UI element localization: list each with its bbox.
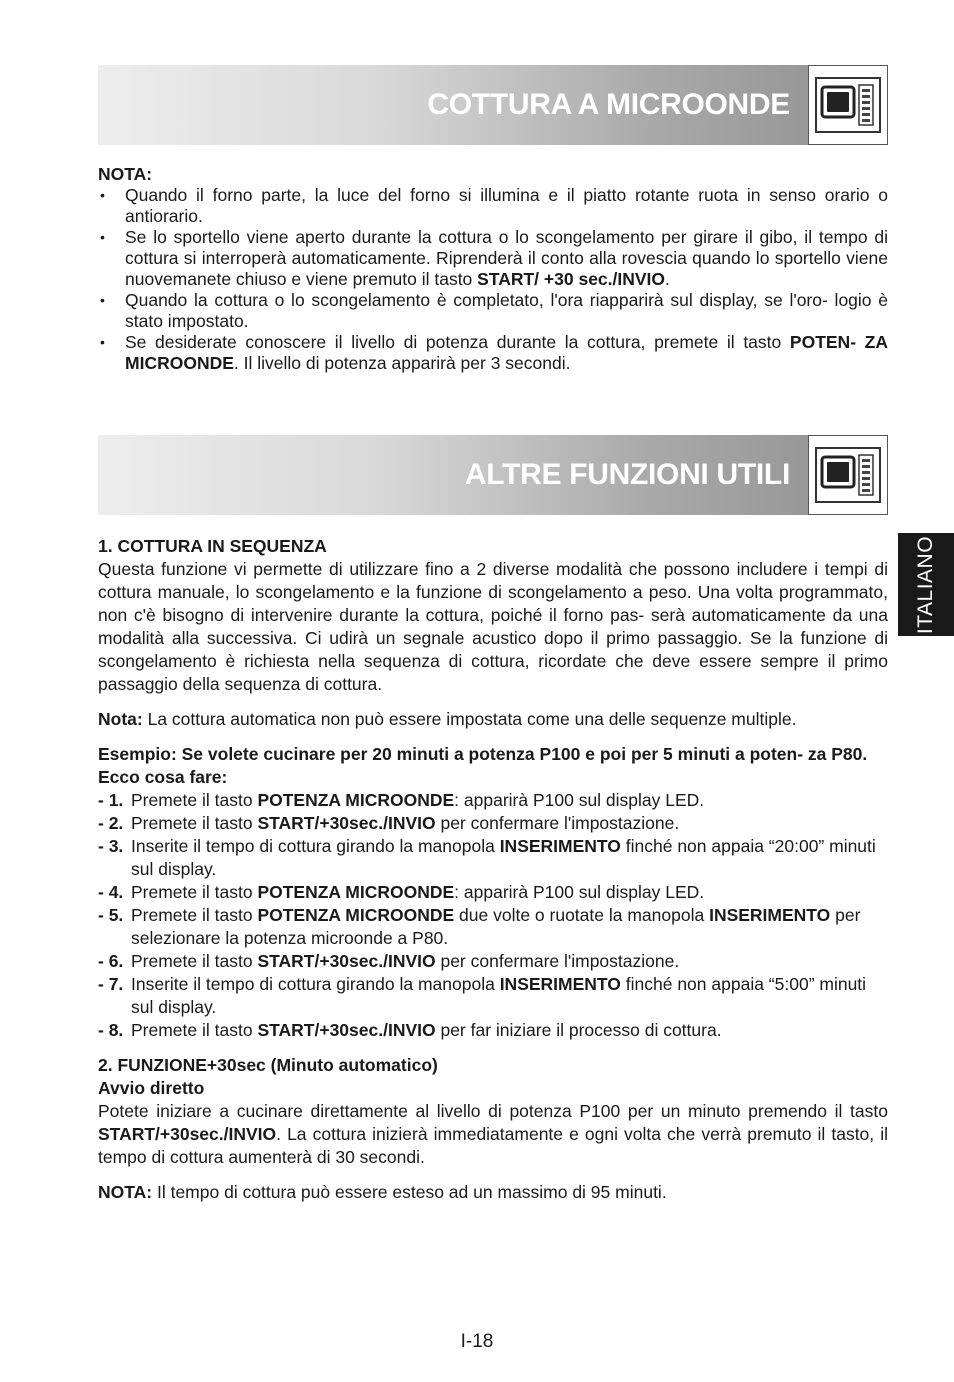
- banner-title: COTTURA A MICROONDE: [427, 88, 790, 121]
- section-funzione-30sec: [98, 1054, 888, 1204]
- list-item: • Se desiderate conoscere il livello di potenza durante la cottura, premete il tasto POTEN- ZA MICROONDE. Il livello di potenza apparirà per 3 secondi.: [98, 332, 888, 374]
- step-item: - 5. Premete il tasto POTENZA MICROONDE due volte o ruotate la manopola INSERIMENTO per selezionare la potenza microonde a P80.: [98, 905, 861, 948]
- microwave-icon: [808, 65, 888, 145]
- section-banner-cottura: [98, 65, 888, 145]
- nota-line: NOTA: Il tempo di cottura può essere esteso ad un massimo di 95 minuti.: [98, 1182, 667, 1202]
- section-body: Questa funzione vi permette di utilizzare fino a 2 diverse modalità che possono includere i tempi di cottura manuale, lo scongelamento e la funzione di scongelamento a peso. Una volta programmato, non c'è bisogno di intervenire durante la cottura, poiché il forno pas- serà automaticamente da una modalità alla successiva. Ci udirà un segnale acustico dopo il primo passaggio. Se la funzione di scongelamento è richiesta nella sequenza di cottura, ricordate che deve essere sempre il primo passaggio della sequenza di cottura.: [98, 559, 888, 694]
- language-tab: [898, 533, 954, 636]
- section-cottura-sequenza: [98, 535, 888, 1204]
- nota-heading: NOTA:: [98, 164, 153, 184]
- language-label: ITALIANO: [914, 535, 937, 634]
- page-number: I-18: [460, 1331, 494, 1352]
- step-item: - 8. Premete il tasto START/+30sec./INVIO per far iniziare il processo di cottura.: [98, 1020, 722, 1040]
- section-heading: 1. COTTURA IN SEQUENZA: [98, 536, 327, 556]
- step-item: - 3. Inserite il tempo di cottura girando la manopola INSERIMENTO finché non appaia “20:00” minuti sul display.: [98, 836, 876, 879]
- nota-line: Nota: La cottura automatica non può essere impostata come una delle sequenze multiple.: [98, 709, 797, 729]
- example-heading: Esempio: Se volete cucinare per 20 minuti a potenza P100 e poi per 5 minuti a poten- za P80. Ecco cosa fare:: [98, 744, 868, 787]
- section-heading: 2. FUNZIONE+30sec (Minuto automatico): [98, 1055, 438, 1075]
- list-item: • Quando il forno parte, la luce del forno si illumina e il piatto rotante ruota in senso orario o antiorario.: [98, 185, 888, 227]
- section-subheading: Avvio diretto: [98, 1078, 205, 1098]
- steps-list: [98, 789, 888, 1042]
- step-item: - 7. Inserite il tempo di cottura girando la manopola INSERIMENTO finché non appaia “5:00” minuti sul display.: [98, 974, 867, 1017]
- step-item: - 1. Premete il tasto POTENZA MICROONDE: apparirà P100 sul display LED.: [98, 790, 705, 810]
- banner-title: ALTRE FUNZIONI UTILI: [464, 458, 790, 491]
- section-banner-altre-funzioni: [98, 435, 888, 515]
- step-item: - 6. Premete il tasto START/+30sec./INVIO per confermare l'impostazione.: [98, 951, 680, 971]
- list-item: • Quando la cottura o lo scongelamento è completato, l'ora riapparirà sul display, se l'oro- logio è stato impostato.: [98, 290, 888, 332]
- nota-block: [98, 164, 888, 374]
- step-item: - 2. Premete il tasto START/+30sec./INVIO per confermare l'impostazione.: [98, 813, 680, 833]
- microwave-icon: [808, 435, 888, 515]
- step-item: - 4. Premete il tasto POTENZA MICROONDE: apparirà P100 sul display LED.: [98, 882, 705, 902]
- section-body: Potete iniziare a cucinare direttamente al livello di potenza P100 per un minuto premendo il tasto START/+30sec./INVIO. La cottura inizierà immediatamente e ogni volta che verrà premuto il tasto, il tempo di cottura aumenterà di 30 secondi.: [98, 1101, 888, 1167]
- list-item: • Se lo sportello viene aperto durante la cottura o lo scongelamento per girare il gibo, il tempo di cottura si interroperà automaticamente. Riprenderà il conto alla rovescia quando lo sportello viene nuovemanete chiuso e viene premuto il tasto START/ +30 sec./INVIO.: [98, 227, 888, 290]
